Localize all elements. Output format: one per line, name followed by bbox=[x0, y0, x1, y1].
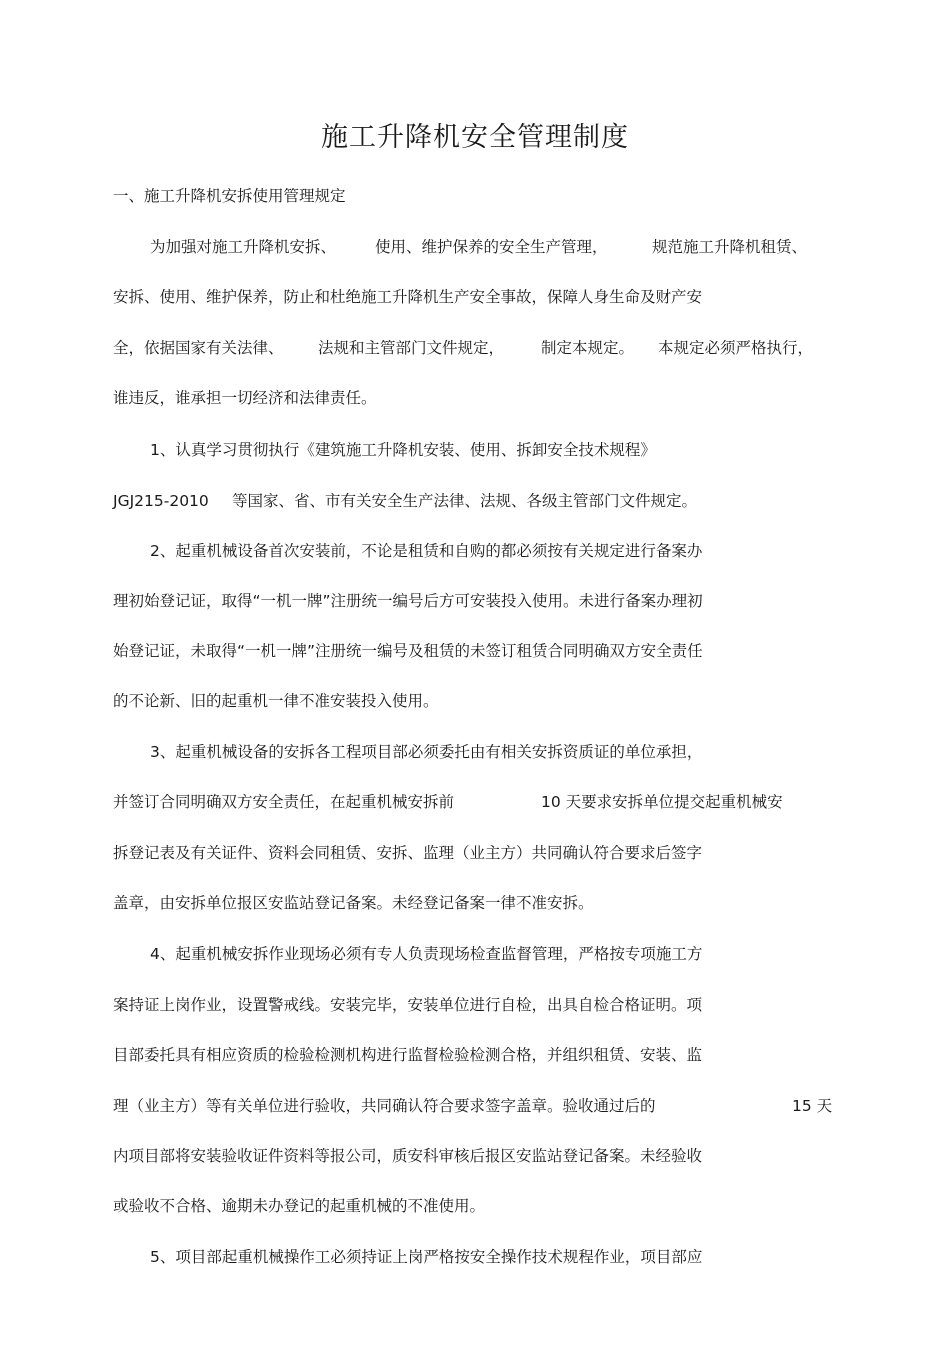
item3-line-1: 3、起重机械设备的安拆各工程项目部必须委托由有相关安拆资质证的单位承担， bbox=[150, 743, 703, 761]
intro-line-3a: 全，依据国家有关法律、 bbox=[113, 339, 284, 357]
item4-line-3: 目部委托具有相应资质的检验检测机构进行监督检验检测合格，并组织租赁、安装、监 bbox=[113, 1046, 703, 1064]
item3-line-2a: 并签订合同明确双方安全责任，在起重机械安拆前 bbox=[113, 793, 455, 811]
item3-line-2b: 10 天要求安拆单位提交起重机械安 bbox=[541, 793, 783, 811]
item2-line-2: 理初始登记证，取得“一机一牌”注册统一编号后方可安装投入使用。未进行备案办理初 bbox=[113, 592, 703, 610]
intro-line-3c: 制定本规定。 bbox=[541, 339, 635, 357]
intro-line-4: 谁违反，谁承担一切经济和法律责任。 bbox=[113, 389, 377, 407]
item4-line-6: 或验收不合格、逾期未办登记的起重机械的不准使用。 bbox=[113, 1197, 486, 1215]
item1-line-2a: JGJ215-2010 bbox=[113, 492, 209, 510]
intro-line-3b: 法规和主管部门文件规定， bbox=[318, 339, 505, 357]
item4-line-2: 案持证上岗作业，设置警戒线。安装完毕，安装单位进行自检，出具自检合格证明。项 bbox=[113, 996, 703, 1014]
item4-line-5: 内项目部将安装验收证件资料等报公司，质安科审核后报区安监站登记备案。未经验收 bbox=[113, 1147, 703, 1165]
item4-line-1: 4、起重机械安拆作业现场必须有专人负责现场检查监督管理，严格按专项施工方 bbox=[150, 945, 703, 963]
item3-line-3: 拆登记表及有关证件、资料会同租赁、安拆、监理（业主方）共同确认符合要求后签字 bbox=[113, 844, 703, 862]
item2-line-4: 的不论新、旧的起重机一律不准安装投入使用。 bbox=[113, 692, 439, 710]
item2-line-3: 始登记证，未取得“一机一牌”注册统一编号及租赁的未签订租赁合同明确双方安全责任 bbox=[113, 642, 703, 660]
item4-line-4a: 理（业主方）等有关单位进行验收，共同确认符合要求签字盖章。验收通过后的 bbox=[113, 1097, 656, 1115]
page-title: 施工升降机安全管理制度 bbox=[321, 122, 629, 153]
intro-line-1a: 为加强对施工升降机安拆、 bbox=[150, 238, 337, 256]
intro-line-1b: 使用、维护保养的安全生产管理， bbox=[375, 238, 608, 256]
item2-line-1: 2、起重机械设备首次安装前，不论是租赁和自购的都必须按有关规定进行备案办 bbox=[150, 542, 703, 560]
item5-line-1: 5、项目部起重机械操作工必须持证上岗严格按安全操作技术规程作业，项目部应 bbox=[150, 1248, 703, 1266]
section-heading: 一、施工升降机安拆使用管理规定 bbox=[113, 187, 346, 205]
item4-line-4b: 15 天 bbox=[792, 1097, 833, 1115]
item3-line-4: 盖章，由安拆单位报区安监站登记备案。未经登记备案一律不准安拆。 bbox=[113, 894, 594, 912]
item1-line-1: 1、认真学习贯彻执行《建筑施工升降机安装、使用、拆卸安全技术规程》 bbox=[150, 441, 656, 459]
intro-line-2: 安拆、使用、维护保养，防止和杜绝施工升降机生产安全事故，保障人身生命及财产安 bbox=[113, 288, 703, 306]
intro-line-3d: 本规定必须严格执行， bbox=[658, 339, 814, 357]
intro-line-1c: 规范施工升降机租赁、 bbox=[652, 238, 808, 256]
item1-line-2b: 等国家、省、市有关安全生产法律、法规、各级主管部门文件规定。 bbox=[232, 492, 698, 510]
